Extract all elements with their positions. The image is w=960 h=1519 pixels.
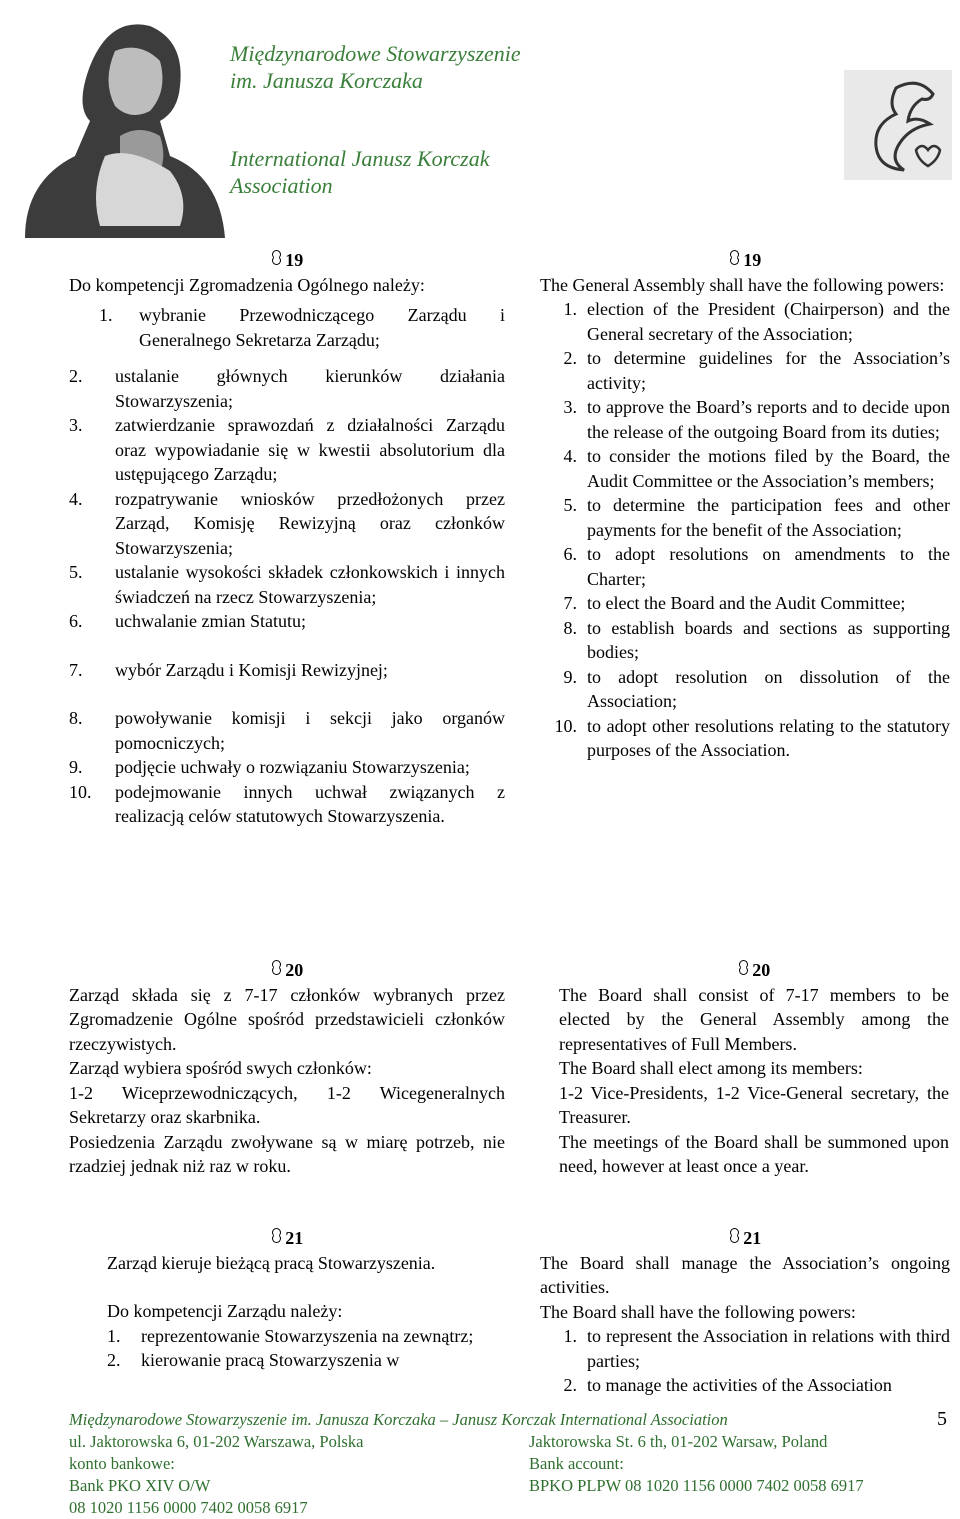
en-section-19-intro: The General Assembly shall have the following powers: — [540, 274, 945, 295]
list-item: 5. to determine the participation fees and other payments for the benefit of the Association; — [563, 495, 950, 540]
list-item: 3. to approve the Board’s reports and to decide upon the release of the outgoing Board from its duties; — [563, 397, 950, 442]
org-name-en-line1: International Janusz Korczak — [230, 146, 490, 171]
pl-section-20-p2: Zarząd wybiera spośród swych członków: — [69, 1058, 372, 1078]
footer-bank-en: BPKO PLPW 08 1020 1156 0000 7402 0058 6917 — [529, 1476, 864, 1495]
list-item: 4. to consider the motions filed by the Board, the Audit Committee or the Association’s members; — [563, 446, 950, 491]
pl-section-20-p4: Posiedzenia Zarządu zwoływane są w miarę potrzeb, nie rzadziej jednak niż raz w roku. — [69, 1131, 505, 1176]
section-sign-icon — [271, 1228, 281, 1244]
en-section-21-list — [540, 1324, 950, 1398]
list-item: 5. ustalanie wysokości składek członkowskich i innych świadczeń na rzecz Stowarzyszenia; — [69, 562, 505, 607]
org-name-pl-line2: im. Janusza Korczaka — [230, 68, 423, 93]
page-number: 5 — [937, 1408, 947, 1430]
portrait-image — [20, 6, 235, 238]
pl-section-21-list — [69, 1324, 505, 1373]
list-item: 1. reprezentowanie Stowarzyszenia na zewnątrz; — [107, 1325, 474, 1346]
pl-section-19-list-cont — [69, 364, 505, 829]
list-item: 7. wybór Zarządu i Komisji Rewizyjnej; — [69, 659, 388, 680]
en-section-19-title: 19 — [540, 248, 950, 273]
list-item: 10. to adopt other resolutions relating to the statutory purposes of the Association. — [554, 715, 950, 760]
dove-logo-icon — [838, 66, 958, 184]
footer-account-label-en: Bank account: — [529, 1454, 624, 1473]
en-section-19-list — [540, 297, 950, 763]
org-name-pl-line1: Międzynarodowe Stowarzyszenie — [230, 41, 521, 66]
list-item: 9. to adopt resolution on dissolution of the Association; — [563, 666, 950, 711]
footer-address-pl: ul. Jaktorowska 6, 01-202 Warszawa, Polska — [69, 1432, 364, 1451]
section-sign-icon — [271, 960, 281, 976]
korczak-portrait — [20, 6, 235, 238]
pl-section-20-title: 20 — [69, 958, 505, 983]
org-name-en — [230, 145, 490, 199]
list-item: 10. podejmowanie innych uchwał związanych z realizacją celów statutowych Stowarzyszenia. — [69, 781, 505, 826]
pl-section-20-p1: Zarząd składa się z 7-17 członków wybranych przez Zgromadzenie Ogólne spośród przedstawicieli członków rzeczywistych. — [69, 984, 505, 1054]
pl-section-19-list — [69, 303, 505, 352]
pl-section-21 — [69, 1226, 505, 1373]
section-sign-icon — [271, 250, 281, 266]
org-name-pl — [230, 40, 521, 94]
pl-section-19-title: 19 — [69, 248, 505, 273]
list-item: 2. to determine guidelines for the Association’s activity; — [563, 348, 950, 393]
en-section-21-p1: The Board shall manage the Association’s ongoing activities. — [540, 1252, 950, 1297]
pl-section-21-p2: Do kompetencji Zarządu należy: — [107, 1301, 343, 1321]
footer-addresses — [69, 1431, 949, 1453]
footer-bank-pl: Bank PKO XIV O/W — [69, 1476, 211, 1495]
list-item: 1. to represent the Association in relations with third parties; — [563, 1326, 950, 1371]
footer — [69, 1409, 949, 1519]
list-item: 1. wybranie Przewodniczącego Zarządu i Generalnego Sekretarza Zarządu; — [99, 305, 505, 350]
footer-address-en: Jaktorowska St. 6 th, 01-202 Warsaw, Poland — [529, 1432, 828, 1451]
pl-section-20 — [69, 958, 505, 1179]
pl-section-19-intro: Do kompetencji Zgromadzenia Ogólnego należy: — [69, 274, 425, 295]
list-item: 8. to establish boards and sections as supporting bodies; — [563, 617, 950, 662]
en-section-20 — [559, 958, 949, 1179]
english-column — [540, 248, 950, 763]
section-sign-icon — [729, 250, 739, 266]
org-name-en-line2: Association — [230, 173, 333, 198]
list-item: 6. uchwalanie zmian Statutu; — [69, 611, 306, 631]
section-sign-icon — [738, 960, 748, 976]
pl-section-21-p1: Zarząd kieruje bieżącą pracą Stowarzyszenia. — [107, 1252, 436, 1273]
list-item: 7. to elect the Board and the Audit Committee; — [563, 593, 906, 613]
list-item: 2. ustalanie głównych kierunków działania Stowarzyszenia; — [69, 366, 505, 411]
list-item: 4. rozpatrywanie wniosków przedłożonych przez Zarząd, Komisję Rewizyjną oraz członków Stowarzyszenia; — [69, 488, 505, 558]
en-section-20-p3: 1-2 Vice-Presidents, 1-2 Vice-General secretary, the Treasurer. — [559, 1082, 949, 1127]
en-section-21 — [540, 1226, 950, 1398]
en-section-20-title: 20 — [559, 958, 949, 983]
footer-account-label-pl: konto bankowe: — [69, 1454, 175, 1473]
list-item: 9. podjęcie uchwały o rozwiązaniu Stowarzyszenia; — [69, 757, 470, 777]
en-section-20-p1: The Board shall consist of 7-17 members to be elected by the General Assembly among the representatives of Full Members. — [559, 984, 949, 1054]
en-section-21-title: 21 — [540, 1226, 950, 1251]
list-item: 2. kierowanie pracą Stowarzyszenia w — [107, 1350, 400, 1370]
footer-banks — [69, 1475, 949, 1497]
footer-account-number: 08 1020 1156 0000 7402 0058 6917 — [69, 1498, 308, 1517]
footer-title: Międzynarodowe Stowarzyszenie im. Janusza Korczaka – Janusz Korczak International Association — [69, 1410, 728, 1429]
list-item: 2. to manage the activities of the Association — [563, 1375, 892, 1395]
list-item: 6. to adopt resolutions on amendments to the Charter; — [563, 544, 950, 589]
pl-section-21-title: 21 — [69, 1226, 505, 1251]
polish-column — [69, 248, 505, 829]
list-item: 8. powoływanie komisji i sekcji jako organów pomocniczych; — [69, 708, 505, 753]
list-item: 1. election of the President (Chairperson) and the General secretary of the Association; — [563, 299, 950, 344]
pl-section-20-p3: 1-2 Wiceprzewodniczących, 1-2 Wicegeneralnych Sekretarzy oraz skarbnika. — [69, 1082, 505, 1127]
en-section-21-p2: The Board shall have the following powers: — [540, 1301, 856, 1322]
footer-account-labels — [69, 1453, 949, 1475]
en-section-20-p4: The meetings of the Board shall be summoned upon need, however at least once a year. — [559, 1131, 949, 1176]
en-section-20-p2: The Board shall elect among its members: — [559, 1058, 863, 1078]
list-item: 3. zatwierdzanie sprawozdań z działalności Zarządu oraz wypowiadanie się w kwestii absolutorium dla ustępującego Zarządu; — [69, 415, 505, 484]
section-sign-icon — [729, 1228, 739, 1244]
